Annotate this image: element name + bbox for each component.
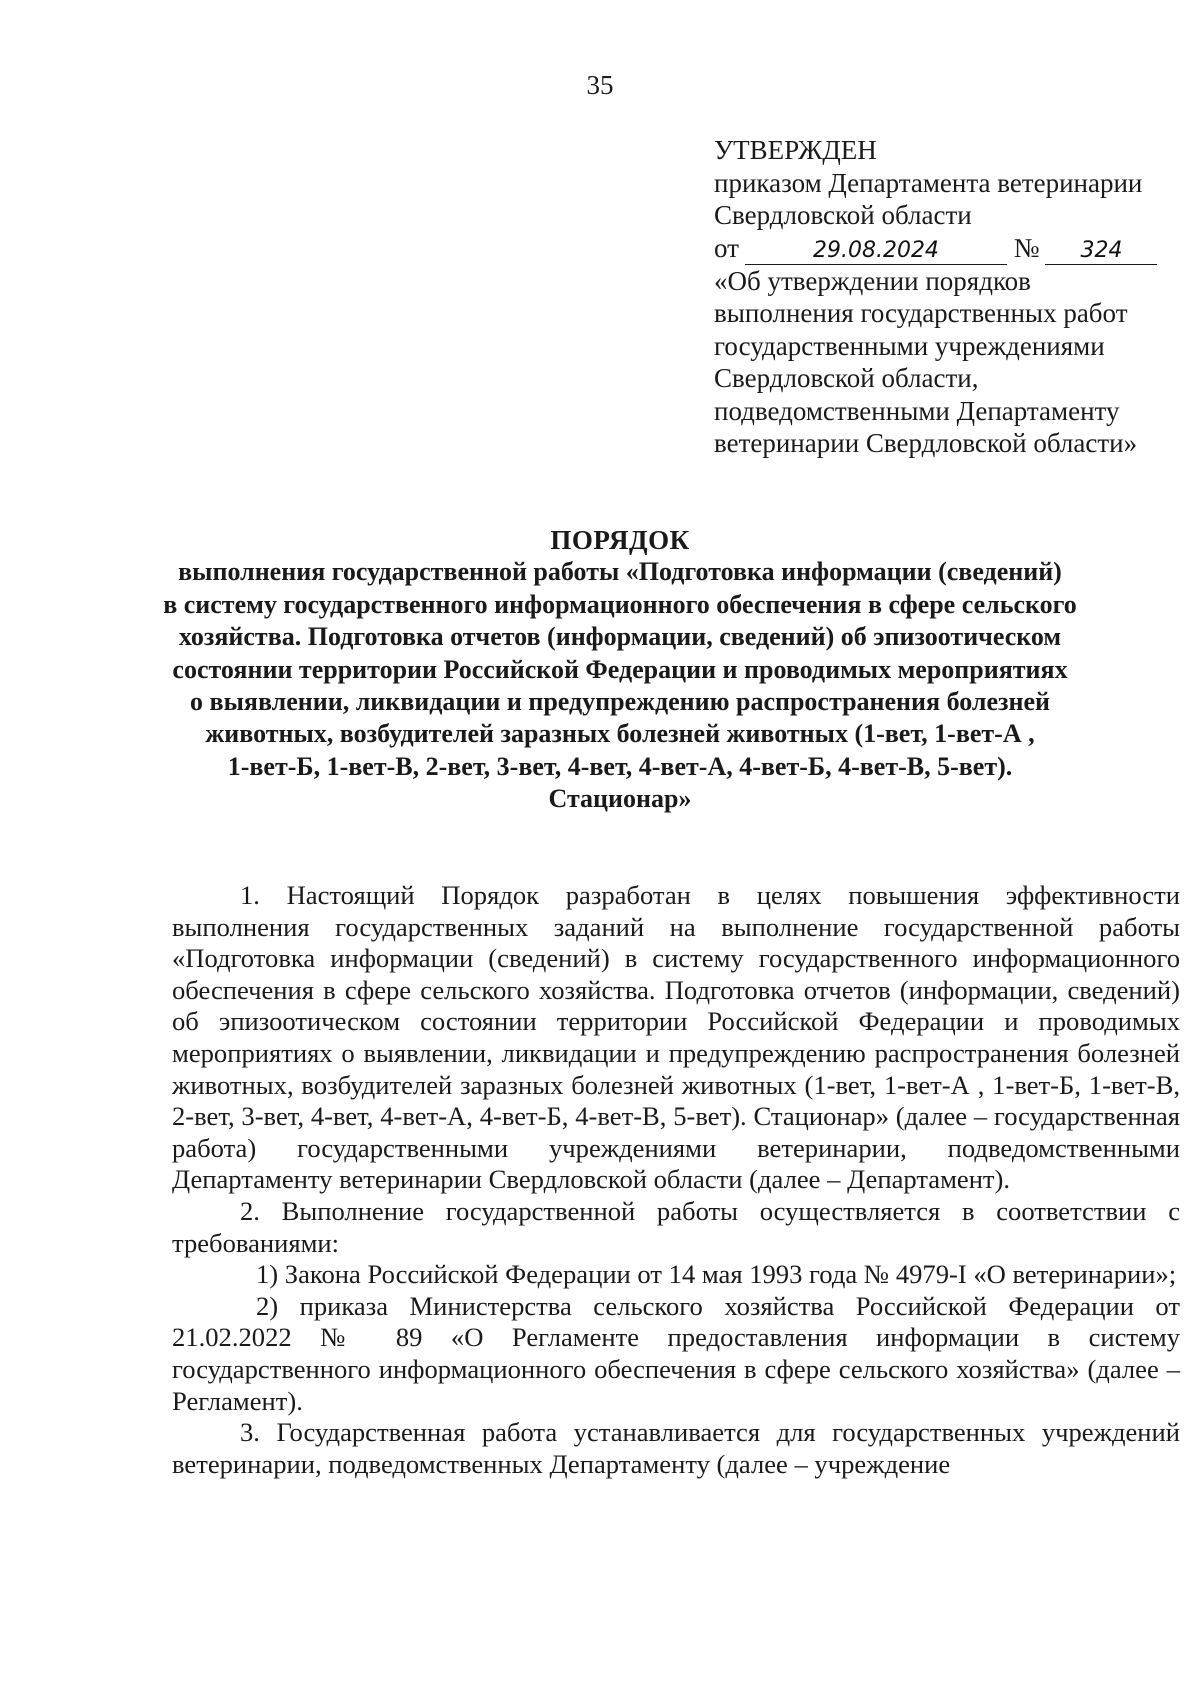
- approval-subject-line: государственными учреждениями: [714, 330, 1105, 361]
- number-prefix: №: [1013, 232, 1040, 263]
- document-title: [120, 524, 1120, 816]
- paragraph-3: 3. Государственная работа устанавливается для государственных учреждений ветеринарии, подведомственных Департаменту (далее – учреждение: [172, 1417, 1180, 1479]
- paragraph-2: 2. Выполнение государственной работы осуществляется в соответствии с требованиями:: [172, 1195, 1180, 1258]
- title-line: хозяйства. Подготовка отчетов (информации, сведений) об эпизоотическом: [178, 622, 1062, 652]
- approval-order-line: приказом Департамента ветеринарии: [714, 167, 1143, 198]
- paragraph-1: 1. Настоящий Порядок разработан в целях повышения эффективности выполнения государственных заданий на выполнение государственной работы «Подготовка информации (сведений) в систему государственного информационного обеспечения в сфере сельского хозяйства. Подготовка отчетов (информации, сведений) об эпизоотическом состоянии территории Российской Федерации и проводимых мероприятиях о выявлении, ликвидации и предупреждению распространения болезней животных, возбудителей заразных болезней животных (1-вет, 1-вет-А , 1-вет-Б, 1-вет-В, 2-вет, 3-вет, 4-вет, 4-вет-А, 4-вет-Б, 4-вет-В, 5-вет). Стационар» (далее – государственная работа) государственными учреждениями ветеринарии, подведомственными Департаменту ветеринарии Свердловской области (далее – Департамент).: [172, 880, 1180, 1195]
- title-line: 1-вет-Б, 1-вет-В, 2-вет, 3-вет, 4-вет, 4-вет-А, 4-вет-Б, 4-вет-В, 5-вет).: [227, 751, 1013, 781]
- approval-subject-line: подведомственными Департаменту: [714, 395, 1120, 426]
- approval-subject-line: ветеринарии Свердловской области»: [714, 428, 1138, 458]
- paragraph-2-item-2: 2) приказа Министерства сельского хозяйства Российской Федерации от 21.02.2022 № 89 «О Регламенте предоставления информации в систему государственного информационного обеспечения в сфере сельского хозяйства» (далее – Регламент).: [172, 1290, 1180, 1416]
- title-line: о выявлении, ликвидации и предупреждению распространения болезней: [190, 687, 1050, 717]
- title-line: выполнения государственной работы «Подготовка информации (сведений): [178, 557, 1062, 587]
- paragraph-2-item-1: 1) Закона Российской Федерации от 14 мая 1993 года № 4979-I «О ветеринарии»;: [256, 1259, 1177, 1290]
- approval-block: [714, 134, 1174, 460]
- handwritten-number: 324: [1045, 238, 1157, 265]
- page-number: 35: [586, 70, 614, 100]
- approval-date-number-line: [714, 232, 1174, 265]
- approval-heading: УТВЕРЖДЕН: [714, 135, 877, 165]
- approval-subject-line: выполнения государственных работ: [714, 298, 1128, 328]
- title-heading: ПОРЯДОК: [550, 525, 690, 555]
- document-body: [172, 880, 1180, 1480]
- approval-subject-line: Свердловской области,: [714, 363, 979, 393]
- approval-region-line: Свердловской области: [714, 200, 972, 230]
- title-line: животных, возбудителей заразных болезней животных (1-вет, 1-вет-А ,: [205, 719, 1035, 749]
- title-line: состоянии территории Российской Федерации и проводимых мероприятиях: [172, 654, 1068, 684]
- title-line: Стационар»: [548, 784, 692, 814]
- handwritten-date: 29.08.2024: [745, 238, 1007, 265]
- date-prefix: от: [714, 232, 739, 263]
- title-line: в систему государственного информационного обеспечения в сфере сельского: [163, 589, 1077, 619]
- approval-subject-line: «Об утверждении порядков: [714, 265, 1031, 296]
